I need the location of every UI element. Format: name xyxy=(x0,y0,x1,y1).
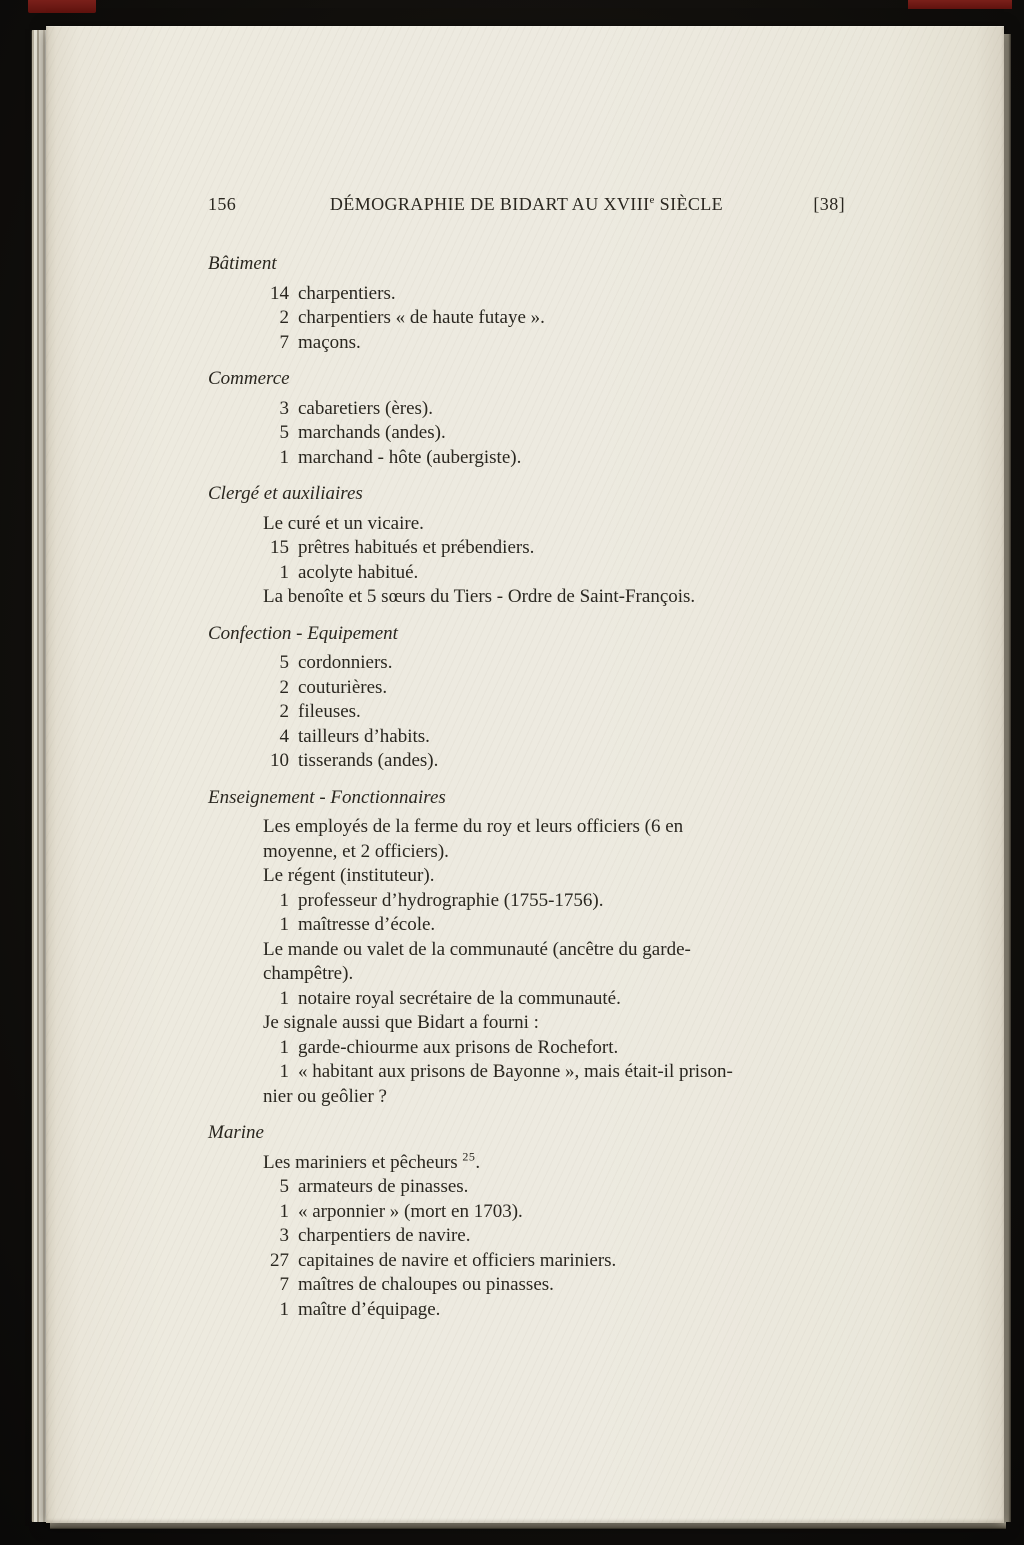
entry-line xyxy=(257,1060,845,1085)
chapter-title-text: DÉMOGRAPHIE DE BIDART AU XVIII xyxy=(329,194,650,214)
entry-text: charpentiers. xyxy=(298,282,396,304)
entry-line xyxy=(257,913,845,938)
ordinal-superscript: e xyxy=(649,194,655,206)
underlying-page-edge-bottom xyxy=(50,1522,1006,1529)
section xyxy=(208,622,845,774)
page xyxy=(46,26,1004,1523)
book-cover-edge-right xyxy=(908,0,1012,9)
page-content xyxy=(46,26,1004,1523)
entry-text: « habitant aux prisons de Bayonne », mais était-il prison- xyxy=(298,1061,733,1082)
entry-line xyxy=(257,306,845,331)
entry-line xyxy=(263,585,845,610)
entry-line xyxy=(263,938,845,963)
entry-line xyxy=(257,651,845,676)
section xyxy=(208,367,845,470)
entry-line xyxy=(257,725,845,750)
entry-text: charpentiers « de haute futaye ». xyxy=(298,307,545,328)
section xyxy=(208,252,845,355)
entry-text: maîtres de chaloupes ou pinasses. xyxy=(298,1274,554,1295)
entry-text: « arponnier » (mort en 1703). xyxy=(298,1200,523,1222)
entry-count: 4 xyxy=(279,725,289,747)
entry-count: 1 xyxy=(279,889,289,911)
entry-count: 15 xyxy=(270,537,289,558)
entry-text: acolyte habitué. xyxy=(298,561,419,583)
entry-text: marchand - hôte (aubergiste). xyxy=(298,446,522,468)
section-title: Marine xyxy=(208,1122,264,1143)
entry-text: fileuses. xyxy=(298,701,361,722)
entry-line xyxy=(257,1298,845,1323)
entry-text: marchands (andes). xyxy=(298,422,446,443)
section xyxy=(208,1121,845,1322)
entry-line xyxy=(257,1249,845,1274)
entry-line xyxy=(257,446,845,471)
chapter-title-text: SIÈCLE xyxy=(654,194,724,214)
entry-count: 1 xyxy=(279,1036,289,1058)
entry-line xyxy=(257,700,845,725)
entry-text: Le curé et un vicaire. xyxy=(263,512,424,534)
section-title: Clergé et auxiliaires xyxy=(208,483,363,504)
entry-line xyxy=(263,512,845,537)
entry-text: maîtresse d’école. xyxy=(298,914,436,935)
entry-text: Les employés de la ferme du roy et leurs officiers (6 en xyxy=(263,816,684,837)
entry-text: couturières. xyxy=(298,676,388,698)
entry-line xyxy=(257,1224,845,1249)
entry-line xyxy=(263,962,845,987)
entry-line xyxy=(263,840,845,865)
entry-line xyxy=(263,864,845,889)
entry-text: maçons. xyxy=(298,331,361,353)
entry-line xyxy=(257,1175,845,1200)
entry-text: tailleurs d’habits. xyxy=(298,725,430,747)
entry-text: capitaines de navire et officiers mariniers. xyxy=(298,1249,617,1271)
entry-text: cabaretiers (ères). xyxy=(298,397,434,419)
entry-count: 7 xyxy=(279,331,289,353)
entry-line xyxy=(263,1151,845,1176)
entry-line xyxy=(257,536,845,561)
entry-count: 10 xyxy=(270,750,289,771)
entry-count: 1 xyxy=(279,987,289,1009)
entry-text: maître d’équipage. xyxy=(298,1298,441,1320)
entry-text: Le mande ou valet de la communauté (ancêtre du garde- xyxy=(263,938,691,960)
section xyxy=(208,482,845,610)
section-title: Confection - Equipement xyxy=(208,622,398,644)
book-cover-edge-left xyxy=(28,0,96,13)
entry-line xyxy=(257,282,845,307)
footnote-reference: 25 xyxy=(462,1149,476,1164)
entry-text: Je signale aussi que Bidart a fourni : xyxy=(263,1012,539,1033)
entry-text: professeur d’hydrographie (1755-1756). xyxy=(298,889,604,911)
entry-line xyxy=(257,1036,845,1061)
entry-count: 2 xyxy=(279,701,289,722)
entry-text: La benoîte et 5 sœurs du Tiers - Ordre de Saint-François. xyxy=(263,586,696,607)
entry-count: 5 xyxy=(279,652,289,673)
entry-text: cordonniers. xyxy=(298,652,393,673)
entry-text: prêtres habitués et prébendiers. xyxy=(298,537,535,558)
section-marker: [38] xyxy=(813,194,845,214)
entry-line xyxy=(257,397,845,422)
entry-count: 14 xyxy=(270,282,289,304)
entry-line xyxy=(257,421,845,446)
running-head xyxy=(208,194,845,218)
entry-text: Le régent (instituteur). xyxy=(263,865,435,886)
entry-text: garde-chiourme aux prisons de Rochefort. xyxy=(298,1036,619,1058)
entry-count: 1 xyxy=(279,1200,289,1222)
entry-text: armateurs de pinasses. xyxy=(298,1176,469,1197)
entry-line xyxy=(257,676,845,701)
entry-line xyxy=(257,331,845,356)
entry-text: charpentiers de navire. xyxy=(298,1225,471,1246)
section xyxy=(208,786,845,1110)
entry-line xyxy=(257,561,845,586)
entry-count: 1 xyxy=(279,561,289,583)
entry-count: 5 xyxy=(279,1176,289,1197)
entry-line xyxy=(257,749,845,774)
section-title: Commerce xyxy=(208,368,290,389)
entry-count: 27 xyxy=(270,1249,289,1271)
entry-count: 1 xyxy=(279,1061,289,1082)
section-title: Enseignement - Fonctionnaires xyxy=(208,786,446,808)
entry-text: champêtre). xyxy=(263,963,354,984)
entry-count: 1 xyxy=(279,914,289,935)
entry-count: 7 xyxy=(279,1274,289,1295)
entry-count: 1 xyxy=(279,446,289,468)
entry-text: nier ou geôlier ? xyxy=(263,1085,387,1107)
entry-text: tisserands (andes). xyxy=(298,750,439,771)
entry-line xyxy=(263,815,845,840)
chapter-title xyxy=(208,194,845,215)
entry-count: 2 xyxy=(279,676,289,698)
sections xyxy=(208,252,845,1322)
entry-line xyxy=(257,987,845,1012)
entry-line xyxy=(263,1085,845,1110)
entry-count: 1 xyxy=(279,1298,289,1320)
entry-count: 2 xyxy=(279,307,289,328)
entry-count: 3 xyxy=(279,397,289,419)
entry-text: Les mariniers et pêcheurs $^{25}$. xyxy=(263,1149,481,1173)
entry-count: 5 xyxy=(279,422,289,443)
entry-text: moyenne, et 2 officiers). xyxy=(263,840,449,862)
entry-line xyxy=(257,889,845,914)
section-title: Bâtiment xyxy=(208,253,277,274)
page-number: 156 xyxy=(208,194,237,214)
entry-line xyxy=(263,1011,845,1036)
entry-count: 3 xyxy=(279,1225,289,1246)
entry-line xyxy=(257,1200,845,1225)
entry-line xyxy=(257,1273,845,1298)
entry-text: notaire royal secrétaire de la communauté. xyxy=(298,987,621,1009)
